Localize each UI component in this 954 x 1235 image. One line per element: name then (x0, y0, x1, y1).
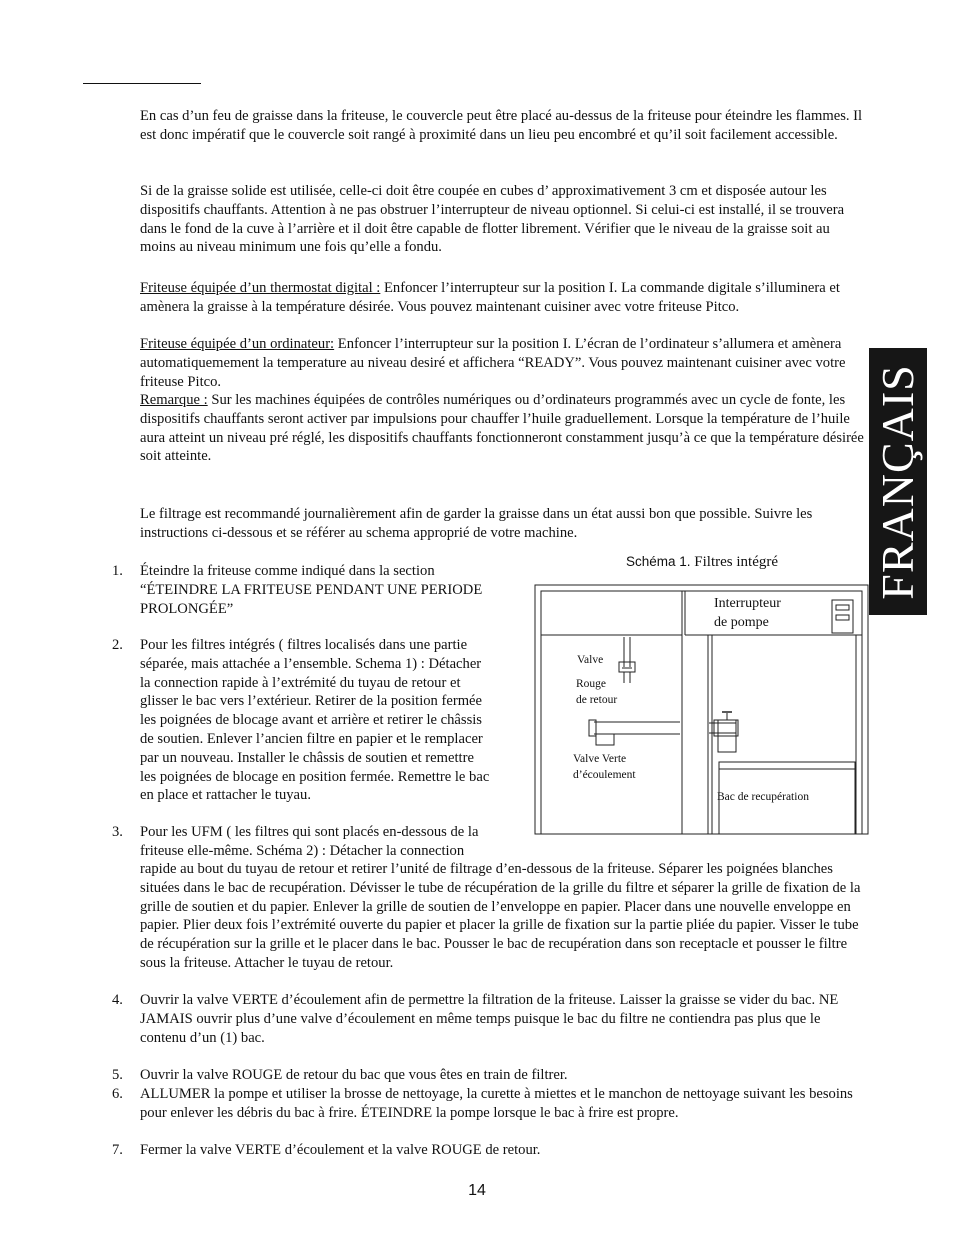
note-label: Friteuse équipée d’un ordinateur: (140, 336, 335, 352)
label-line: Rouge (576, 678, 607, 690)
label-recovery-tray: Bac de recupération (717, 791, 809, 803)
page-number: 14 (468, 1182, 486, 1199)
note-text: Enfoncer l’interrupteur sur la position I. L’écran de l’ordinateur s’allumera et amènera automatiquemement la temperature au niveau desiré et affichera “READY”. Vous pouvez maintenant cuisiner avec votre friteuse Pitco. (140, 336, 846, 390)
step-3-continuation: rapide au bout du tuyau de retour et retirer l’unité de filtrage d’en-dessous de la friteuse. Séparer les poignées blanches situées dans le bac de recupération. Dévisser le tube de récupération de la grille du filtre et séparer la grille de fixation de la grille de soutien et du papier. Enlever la grille de soutien de l’enveloppe en papier. Placer dans une nouvelle enveloppe en papier. Plier deux fois l’extrémité ouverte du papier et placer la grille de fixation sur la partie pliée du papier. Visser le tube de récupération sur la grille et le placer dans le bac. Pousser le bac de recupération dans son receptacle et pousser le filtre sous la friteuse. Attacher le tuyau de retour. (140, 861, 861, 971)
label-line: de retour (576, 694, 618, 706)
label-valve: Valve (577, 654, 604, 666)
label-line: Valve Verte (573, 753, 627, 765)
label-line: Interrupteur (714, 596, 781, 611)
diagram-title (626, 553, 778, 572)
diagram-cabinet-outline (535, 585, 868, 834)
note-text: Enfoncer l’interrupteur sur la position I. La commande digitale s’illuminera et amènera la graisse à la température désirée. Vous pouvez maintenant cuisiner avec votre friteuse Pitco. (140, 280, 840, 315)
step-2-text (140, 636, 489, 805)
label-line: d’écoulement (573, 769, 636, 781)
label-pump-switch (714, 594, 781, 632)
step-line: séparée, mais attachée a l’ensemble. Schema 1) : Détacher (140, 655, 482, 672)
step-line: Pour les UFM ( les filtres qui sont placés en-dessous de la (140, 824, 479, 840)
diagram-red-valve (619, 662, 635, 672)
step-number: 7. (112, 1142, 123, 1158)
step-line: la connection rapide à l’extrémité du tuyau de retour et (140, 674, 461, 691)
step-3-text (140, 823, 478, 861)
step-number: 6. (112, 1086, 123, 1102)
step-line: de soutien. Enlever l’ancien filtre en papier et le remplacer (140, 730, 483, 747)
step-line: friteuse elle-même. Schéma 2) : Détacher la connection (140, 842, 465, 859)
step-1-text (140, 562, 482, 618)
step-line: les poignées de blocage avant et arrière et retirer le châssis (140, 712, 482, 729)
step-line: Pour les filtres intégrés ( filtres localisés dans une partie (140, 637, 468, 653)
label-line: de pompe (714, 615, 769, 630)
diagram-title-text: Filtres intégré (690, 554, 779, 570)
diagram-title-prefix: Schéma 1. (626, 554, 691, 569)
step-4-text: Ouvrir la valve VERTE d’écoulement afin de permettre la filtration de la friteuse. Laisser la graisse se vider du bac. NE JAMAIS ouvrir plus d’une valve d’écoulement en même temps puisque le bac du filtre ne contiendra pas plus que le contenu d’un (1) bac. (140, 992, 839, 1046)
step-number: 5. (112, 1067, 123, 1083)
paragraph-lid-fire: En cas d’un feu de graisse dans la friteuse, le couvercle peut être placé au-dessus de la friteuse pour éteindre les flammes. Il est donc impératif que le couvercle soit rangé à proximité dans un lieu peu encombré et qu’il soit facilement accessible. (140, 108, 863, 143)
header-rule (83, 83, 201, 84)
language-tab-label: FRANÇAIS (872, 363, 923, 600)
note-digital-thermostat (140, 279, 868, 317)
language-tab (869, 348, 927, 615)
note-label: Remarque : (140, 392, 208, 408)
step-line: les poignées de blocage en position fermée. Remettre le bac (140, 768, 490, 785)
label-red-return (576, 676, 617, 708)
step-line: “ÉTEINDRE LA FRITEUSE PENDANT UNE PERIODE (140, 581, 483, 598)
paragraph-solid-grease: Si de la graisse solide est utilisée, celle-ci doit être coupée en cubes d’ approximativement 3 cm et disposée autour les dispositifs chauffants. Attention à ne pas obstruer l’interrupteur de niveau optionnel. Si celui-ci est installé, il se trouvera dans le fond de la cuve à l’arrière et il doit être capable de flotter librement. Vérifier que le niveau de la graisse soit au moins au niveau minimum une fois qu’elle a fondu. (140, 183, 845, 256)
diagram-cabinet-inner (541, 591, 862, 834)
step-number: 4. (112, 992, 123, 1008)
step-line: par un nouveau. Installer le châssis de soutien et remettre (140, 749, 474, 766)
step-number: 1. (112, 563, 123, 579)
step-7-text: Fermer la valve VERTE d’écoulement et la valve ROUGE de retour. (140, 1142, 541, 1158)
note-remark (140, 391, 868, 466)
label-green-valve (573, 751, 636, 783)
paragraph-filter-intro: Le filtrage est recommandé journalièrement afin de garder la graisse dans un état aussi bon que possible. Suivre les instructions ci-dessous et se référer au schema approprié de votre machine. (140, 506, 813, 541)
step-6-text: ALLUMER la pompe et utiliser la brosse de nettoyage, la curette à miettes et le manchon de nettoyage suivant les besoins pour enlever les débris du bac à frire. ÉTEINDRE la pompe lorsque le bac à frire est propre. (140, 1086, 853, 1121)
diagram-integrated-filter (530, 582, 872, 838)
step-line: Éteindre la friteuse comme indiqué dans la section (140, 563, 435, 579)
diagram-green-valve (596, 734, 614, 745)
step-line: glisser le bac vers l’extérieur. Retirer de la position fermée (140, 693, 483, 710)
note-computer (140, 335, 868, 391)
step-line: PROLONGÉE” (140, 600, 234, 617)
note-label: Friteuse équipée d’un thermostat digital : (140, 280, 381, 296)
step-5-text: Ouvrir la valve ROUGE de retour du bac que vous êtes en train de filtrer. (140, 1067, 568, 1083)
step-line: en place et rattacher le tuyau. (140, 787, 311, 804)
note-text: Sur les machines équipées de contrôles numériques ou d’ordinateurs programmés avec un cycle de fonte, les dispositifs chauffants seront activer par impulsions pour chauffer l’huile graduellement. Lorsque la température de l’huile aura atteint un niveau pré réglé, les dispositifs chauffants fonctionneront constamment jusqu’à ce que la température désirée soit atteinte. (140, 392, 864, 465)
step-number: 3. (112, 824, 123, 840)
step-number: 2. (112, 637, 123, 653)
